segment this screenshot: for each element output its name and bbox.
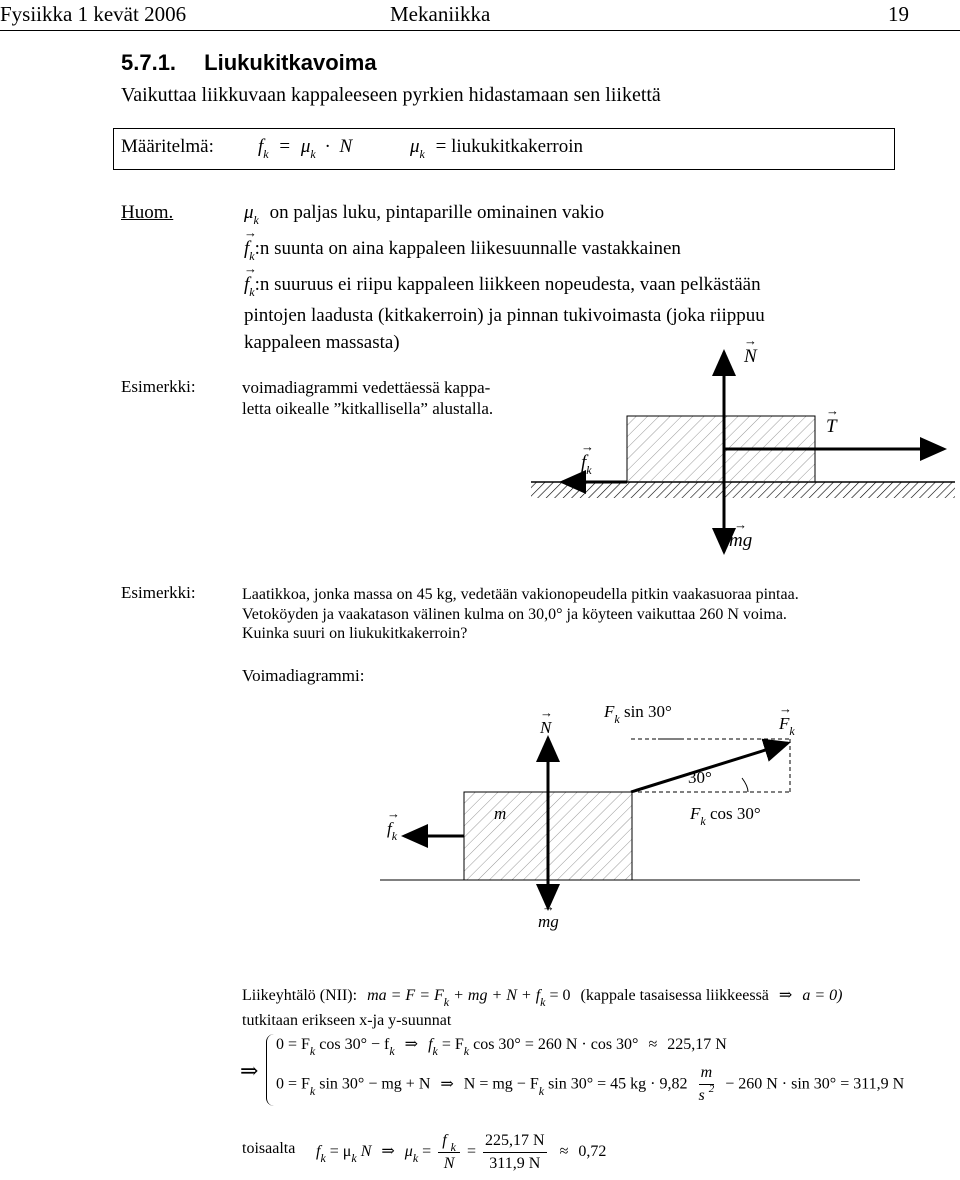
equation-x: $0 = F_k$ $\cos 30^\circ - f_k$ ⇒ $f_k = F_k$ cos 30° = 260 N · cos 30° ≈ 225,17 N (276, 1036, 727, 1058)
otherwise-label: toisaalta (242, 1140, 296, 1157)
example2-text-1: Laatikkoa, jonka massa on 45 kg, vedetään vakionopeudella pitkin vaakasuoraa pintaa. (242, 586, 799, 603)
label-T-1: → T (826, 416, 837, 438)
example1-text-1: voimadiagrammi vedettäessä kappa- (242, 378, 491, 397)
example1-text-2: letta oikealle ”kitkallisella” alustalla. (242, 399, 494, 418)
label-fk-1: → $f_k$ (581, 452, 592, 474)
intro-text: Vaikuttaa liikkuvaan kappaleeseen pyrkien hidastamaan sen liikettä (121, 84, 661, 106)
note-label: Huom. (121, 202, 174, 223)
definition-formula: $f_k = \mu_k \cdot N$ (258, 136, 353, 161)
definition-label: Määritelmä: (121, 136, 214, 157)
implies-arrow: ⇒ (240, 1058, 259, 1083)
diagram-title: Voimadiagrammi: (242, 666, 365, 685)
section-number: 5.7.1. (121, 50, 177, 75)
label-N-2: → N (540, 718, 551, 738)
angle-arc (742, 778, 748, 792)
label-angle: 30° (688, 768, 712, 787)
note-line-4: pintojen laadusta (kitkakerroin) ja pinnan tukivoimasta (joka riippuu (244, 305, 765, 326)
example1-label: Esimerkki: (121, 377, 196, 396)
section-title: Liukukitkavoima (204, 50, 377, 75)
label-Fk: → $F_k$ (779, 714, 795, 734)
label-fkcos: $F_k$ cos 30° (690, 804, 761, 828)
label-fk-2: → $f_k$ (387, 819, 397, 839)
final-equation: $f_k = \mu_k$ N ⇒ $\mu_k$ = $\frac{f _k}{N}$ = $\frac{225,17 N}{311,9 N}$ ≈ 0,72 (316, 1132, 607, 1172)
example2-text-2: Vetoköyden ja vaakatason välinen kulma on 30,0° ja köyteen vaikuttaa 260 N voima. (242, 606, 787, 623)
header-left: Fysiikka 1 kevät 2006 (0, 2, 187, 26)
note-line-2: → $f_k:n$ suunta on aina kappaleen liikesuunnalle vastakkainen (244, 238, 681, 260)
definition-desc: $\mu_k$ = liukukitkakerroin (410, 136, 584, 161)
label-m: m (494, 804, 507, 823)
label-mg-1: → mg (729, 530, 752, 552)
note-line-1: $\mu_k$ on paljas luku, pintaparille ominainen vakio (244, 202, 605, 227)
equation-y: $0 = F_k$ sin 30° − mg + N ⇒ N = mg − $F_k$ sin 30° = 45 kg · 9,82 $\frac{m}{s ^2}$ − 260 N · sin 30° = 311,9 N (276, 1064, 905, 1104)
page-number: 19 (888, 2, 909, 26)
label-mg-2: → mg (538, 912, 559, 932)
label-fksin: $F_k$ sin 30° (604, 702, 672, 726)
components-text: tutkitaan erikseen x-ja y-suunnat (242, 1012, 452, 1029)
note-line-5: kappaleen massasta) (244, 332, 400, 353)
header-center: Mekaniikka (390, 2, 491, 26)
motion-equation: Liikeyhtälö (NII): ma = $F = F_k$ + mg + $N + f_k = 0$ (kappale tasaisessa liikkeessä ⇒ a = 0) (242, 987, 843, 1009)
system-brace (266, 1034, 275, 1106)
ground-1 (531, 482, 955, 498)
example2-text-3: Kuinka suuri on liukukitkakerroin? (242, 625, 468, 642)
example2-label: Esimerkki: (121, 583, 196, 602)
note-line-3: → $f_k:n$ suuruus ei riipu kappaleen liikkeen nopeudesta, vaan pelkästään (244, 274, 761, 296)
label-N-1: → N (744, 346, 757, 368)
